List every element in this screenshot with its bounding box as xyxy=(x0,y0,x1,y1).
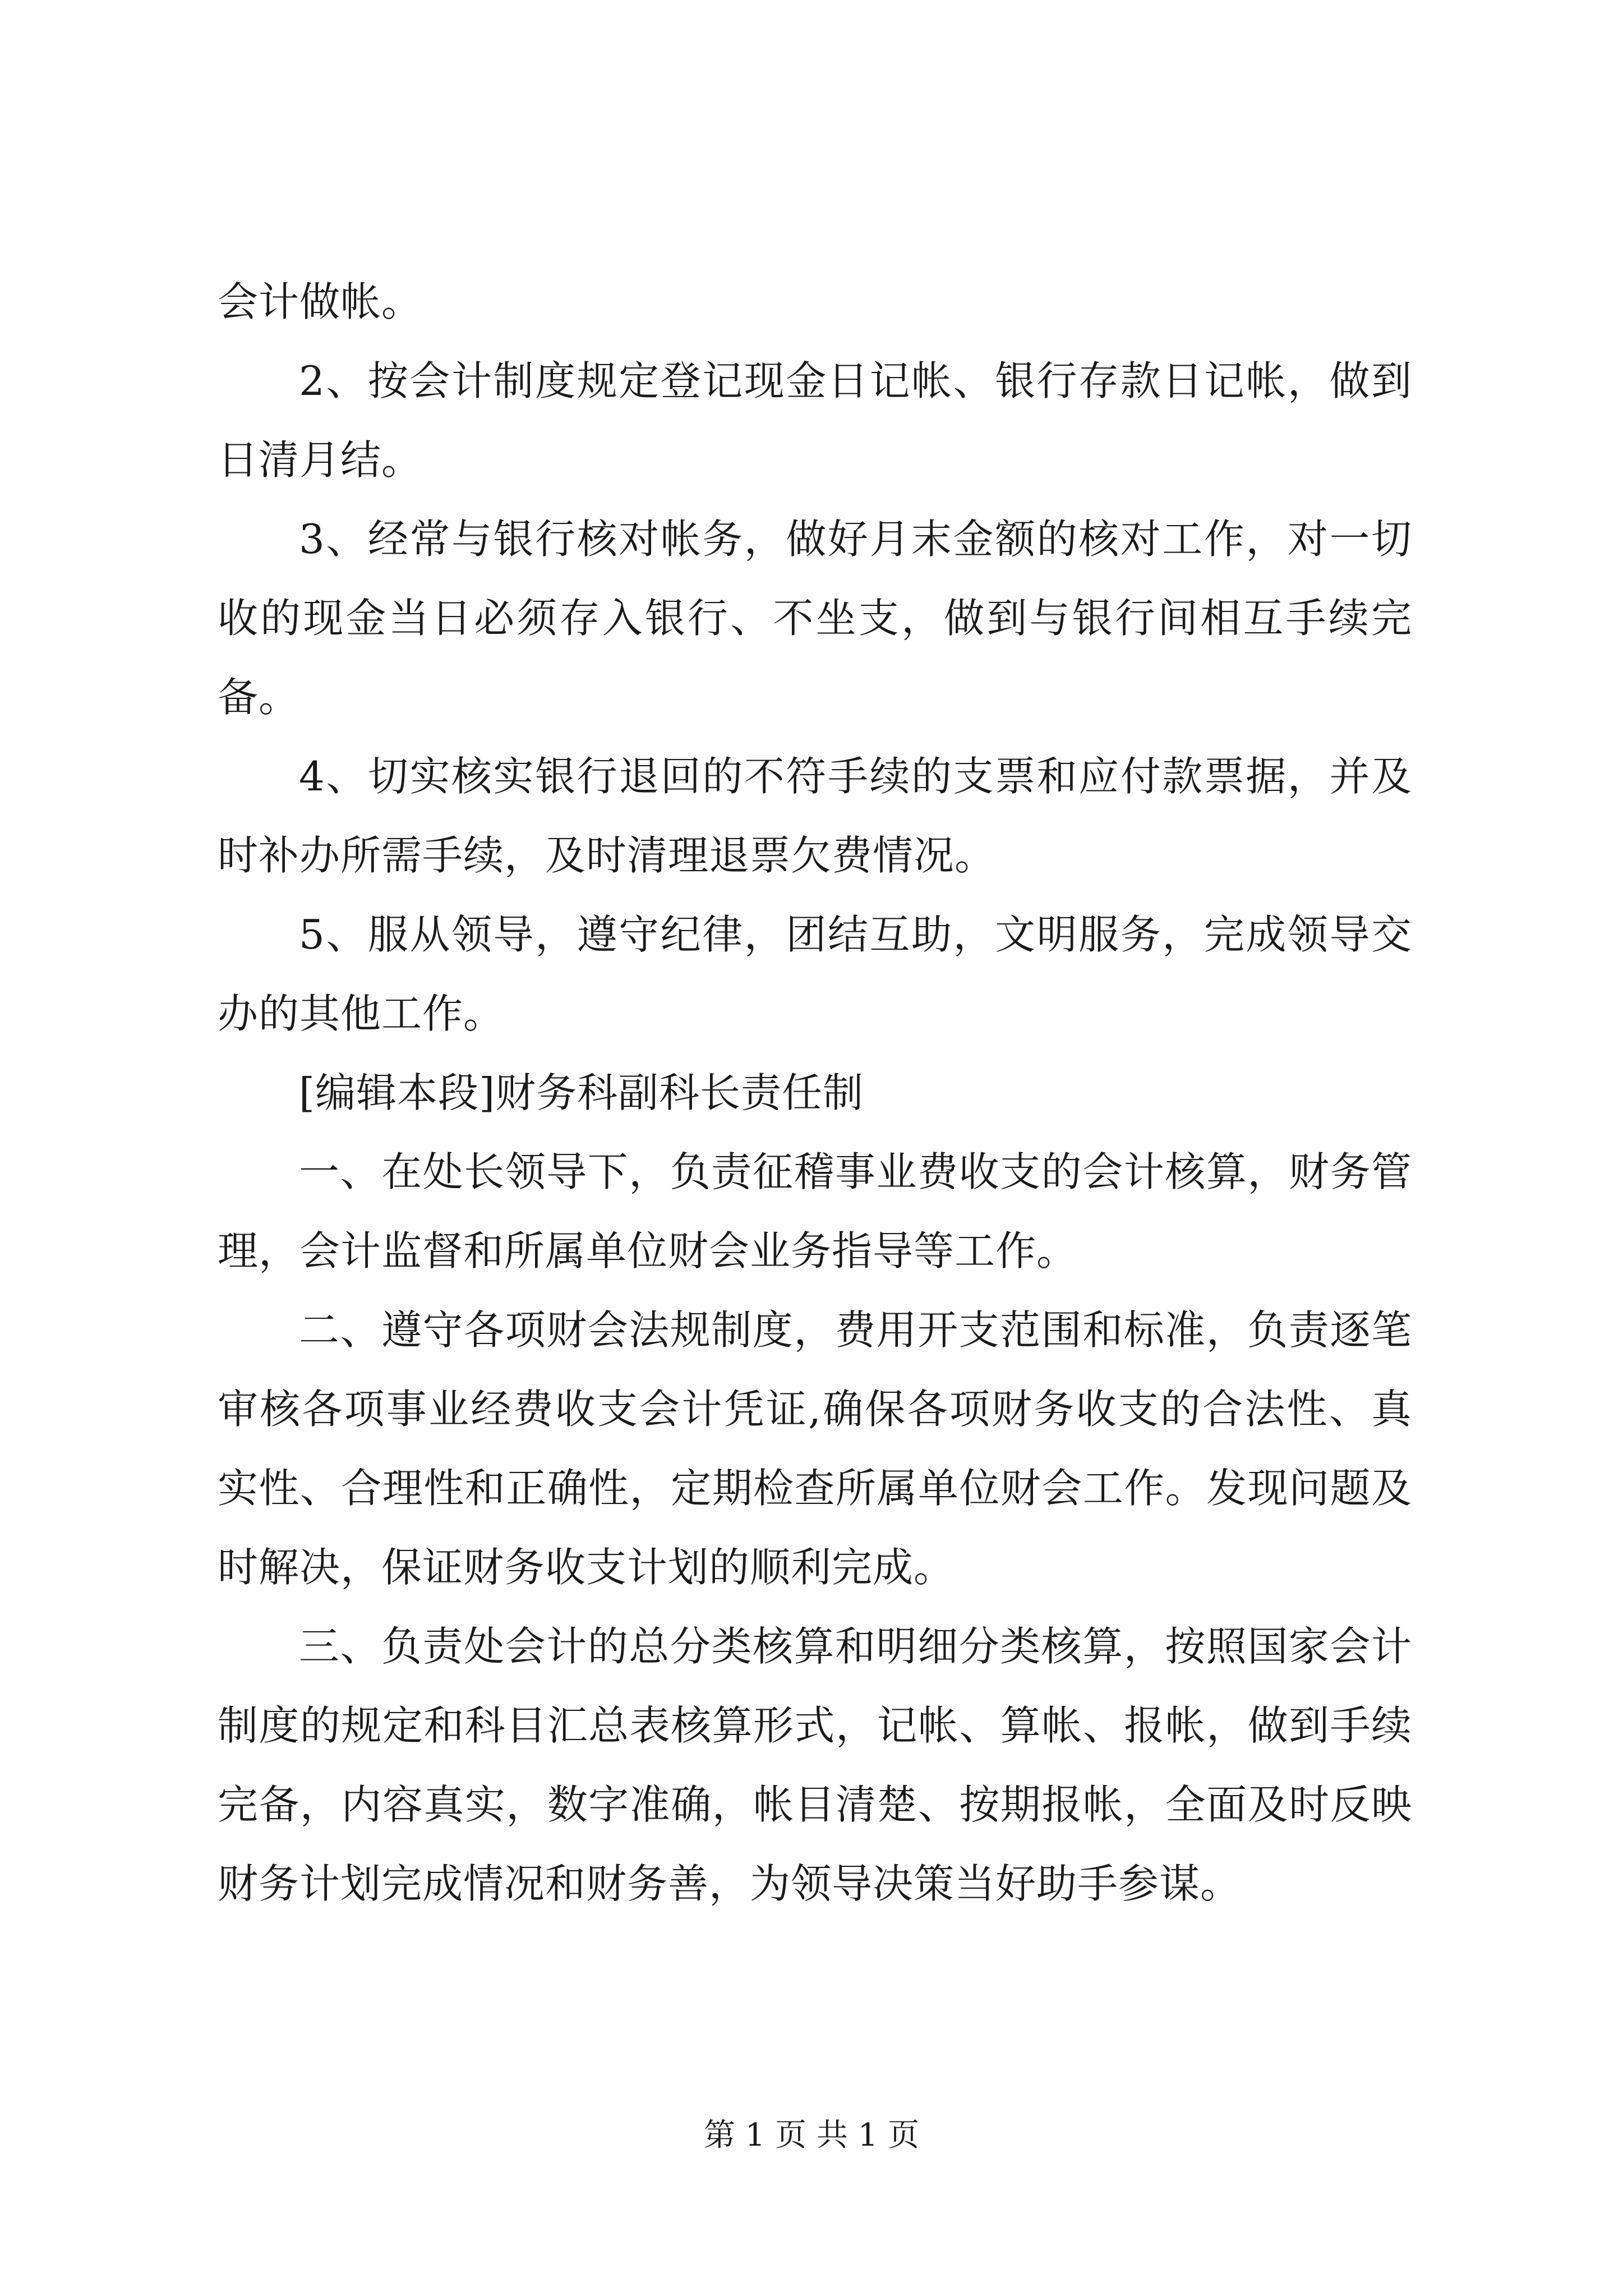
paragraph-2: 2、按会计制度规定登记现金日记帐、银行存款日记帐，做到日清月结。 xyxy=(218,357,1412,484)
paragraph-3: 3、经常与银行核对帐务，做好月末金额的核对工作，对一切收的现金当日必须存入银行、不坐支，做到与银行间相互手续完备。 xyxy=(218,516,1412,721)
section-heading: [编辑本段]财务科副科长责任制 xyxy=(299,1069,864,1116)
paragraph-1: 会计做帐。 xyxy=(218,278,423,325)
page-footer: 第 1 页 共 1 页 xyxy=(703,2117,920,2154)
paragraph-7: 一、在处长领导下，负责征稽事业费收支的会计核算，财务管理，会计监督和所属单位财会业务指导等工作。 xyxy=(218,1148,1412,1274)
paragraph-8: 二、遵守各项财会法规制度，费用开支范围和标准，负责逐笔审核各项事业经费收支会计凭证,确保各项财务收支的合法性、真实性、合理性和正确性，定期检查所属单位财会工作。发现问题及时解决，保证财务收支计划的顺利完成。 xyxy=(218,1306,1412,1591)
paragraph-4: 4、切实核实银行退回的不符手续的支票和应付款票据，并及时补办所需手续，及时清理退票欠费情况。 xyxy=(218,753,1412,879)
paragraph-5: 5、服从领导，遵守纪律，团结互助，文明服务，完成领导交办的其他工作。 xyxy=(218,911,1412,1037)
document-body xyxy=(218,263,1412,1924)
paragraph-9: 三、负责处会计的总分类核算和明细分类核算，按照国家会计制度的规定和科目汇总表核算形式，记帐、算帐、报帐，做到手续完备，内容真实，数字准确，帐目清楚、按期报帐，全面及时反映财务计划完成情况和财务善，为领导决策当好助手参谋。 xyxy=(218,1623,1412,1907)
